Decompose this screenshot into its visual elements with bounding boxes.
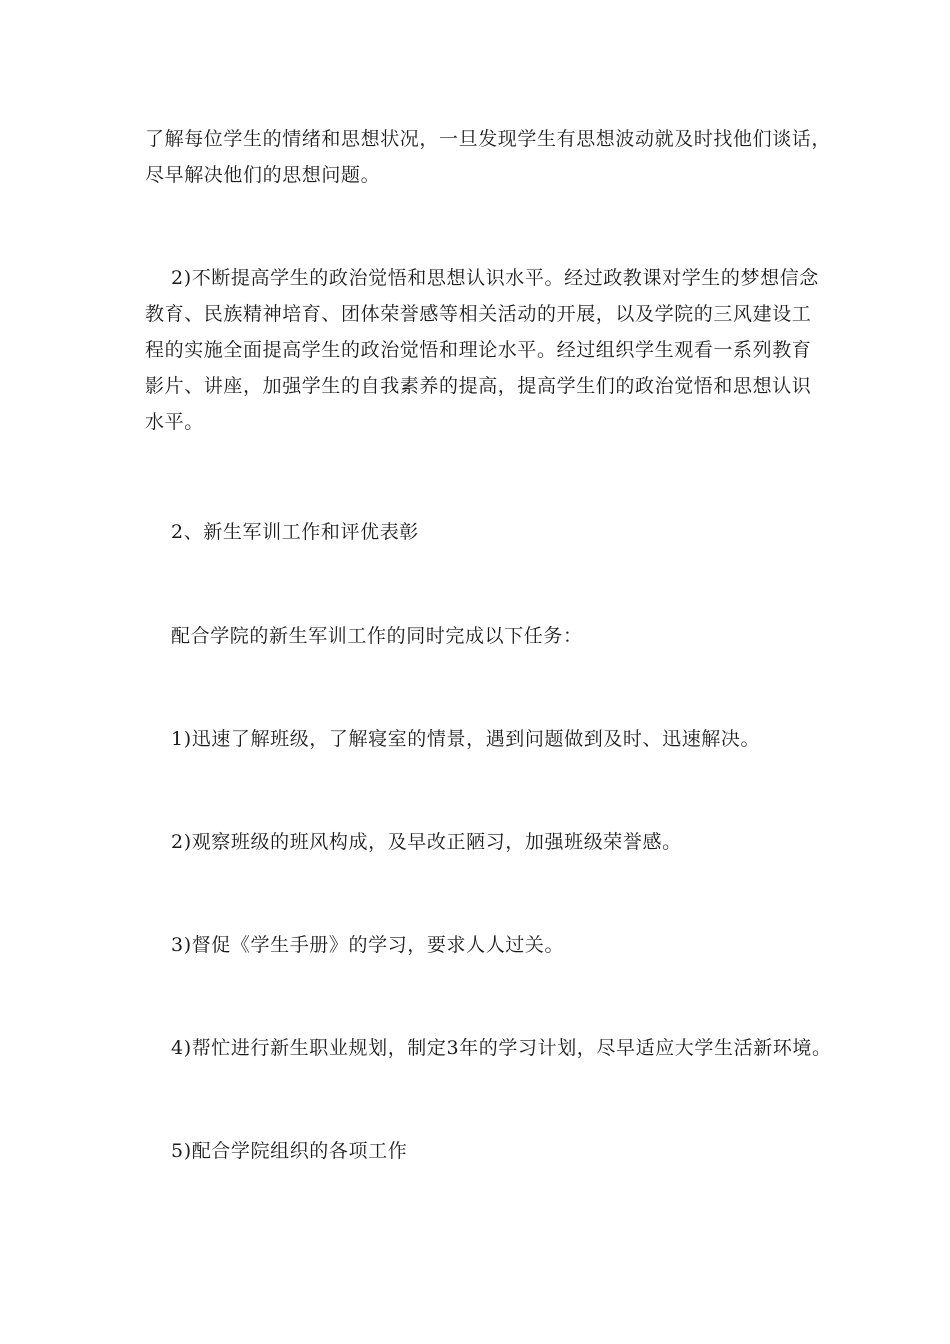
section-heading: 2、新生军训工作和评优表彰: [171, 521, 419, 543]
paragraph-tasks-intro: 配合学院的新生军训工作的同时完成以下任务：: [171, 625, 583, 647]
text-line: 程的实施全面提高学生的政治觉悟和理论水平。经过组织学生观看一系列教育: [145, 339, 812, 361]
text-line: 尽早解决他们的思想问题。: [145, 164, 381, 186]
text-line: 教育、民族精神培育、团体荣誉感等相关活动的开展，以及学院的三风建设工: [145, 303, 812, 325]
list-item-2: 2)观察班级的班风构成，及早改正陋习，加强班级荣誉感。: [171, 831, 682, 853]
text-line: 影片、讲座，加强学生的自我素养的提高，提高学生们的政治觉悟和思想认识: [145, 375, 812, 397]
list-item-4: 4)帮忙进行新生职业规划，制定3年的学习计划，尽早适应大学生活新环境。: [171, 1037, 832, 1059]
list-item-3: 3)督促《学生手册》的学习，要求人人过关。: [171, 934, 565, 956]
list-item-1: 1)迅速了解班级，了解寝室的情景，遇到问题做到及时、迅速解决。: [171, 728, 761, 750]
list-item-5: 5)配合学院组织的各项工作: [171, 1140, 408, 1162]
text-line: 2)不断提高学生的政治觉悟和思想认识水平。经过政教课对学生的梦想信念: [171, 267, 819, 289]
text-line: 水平。: [145, 411, 204, 433]
text-line: 了解每位学生的情绪和思想状况，一旦发现学生有思想波动就及时找他们谈话，: [145, 128, 832, 150]
